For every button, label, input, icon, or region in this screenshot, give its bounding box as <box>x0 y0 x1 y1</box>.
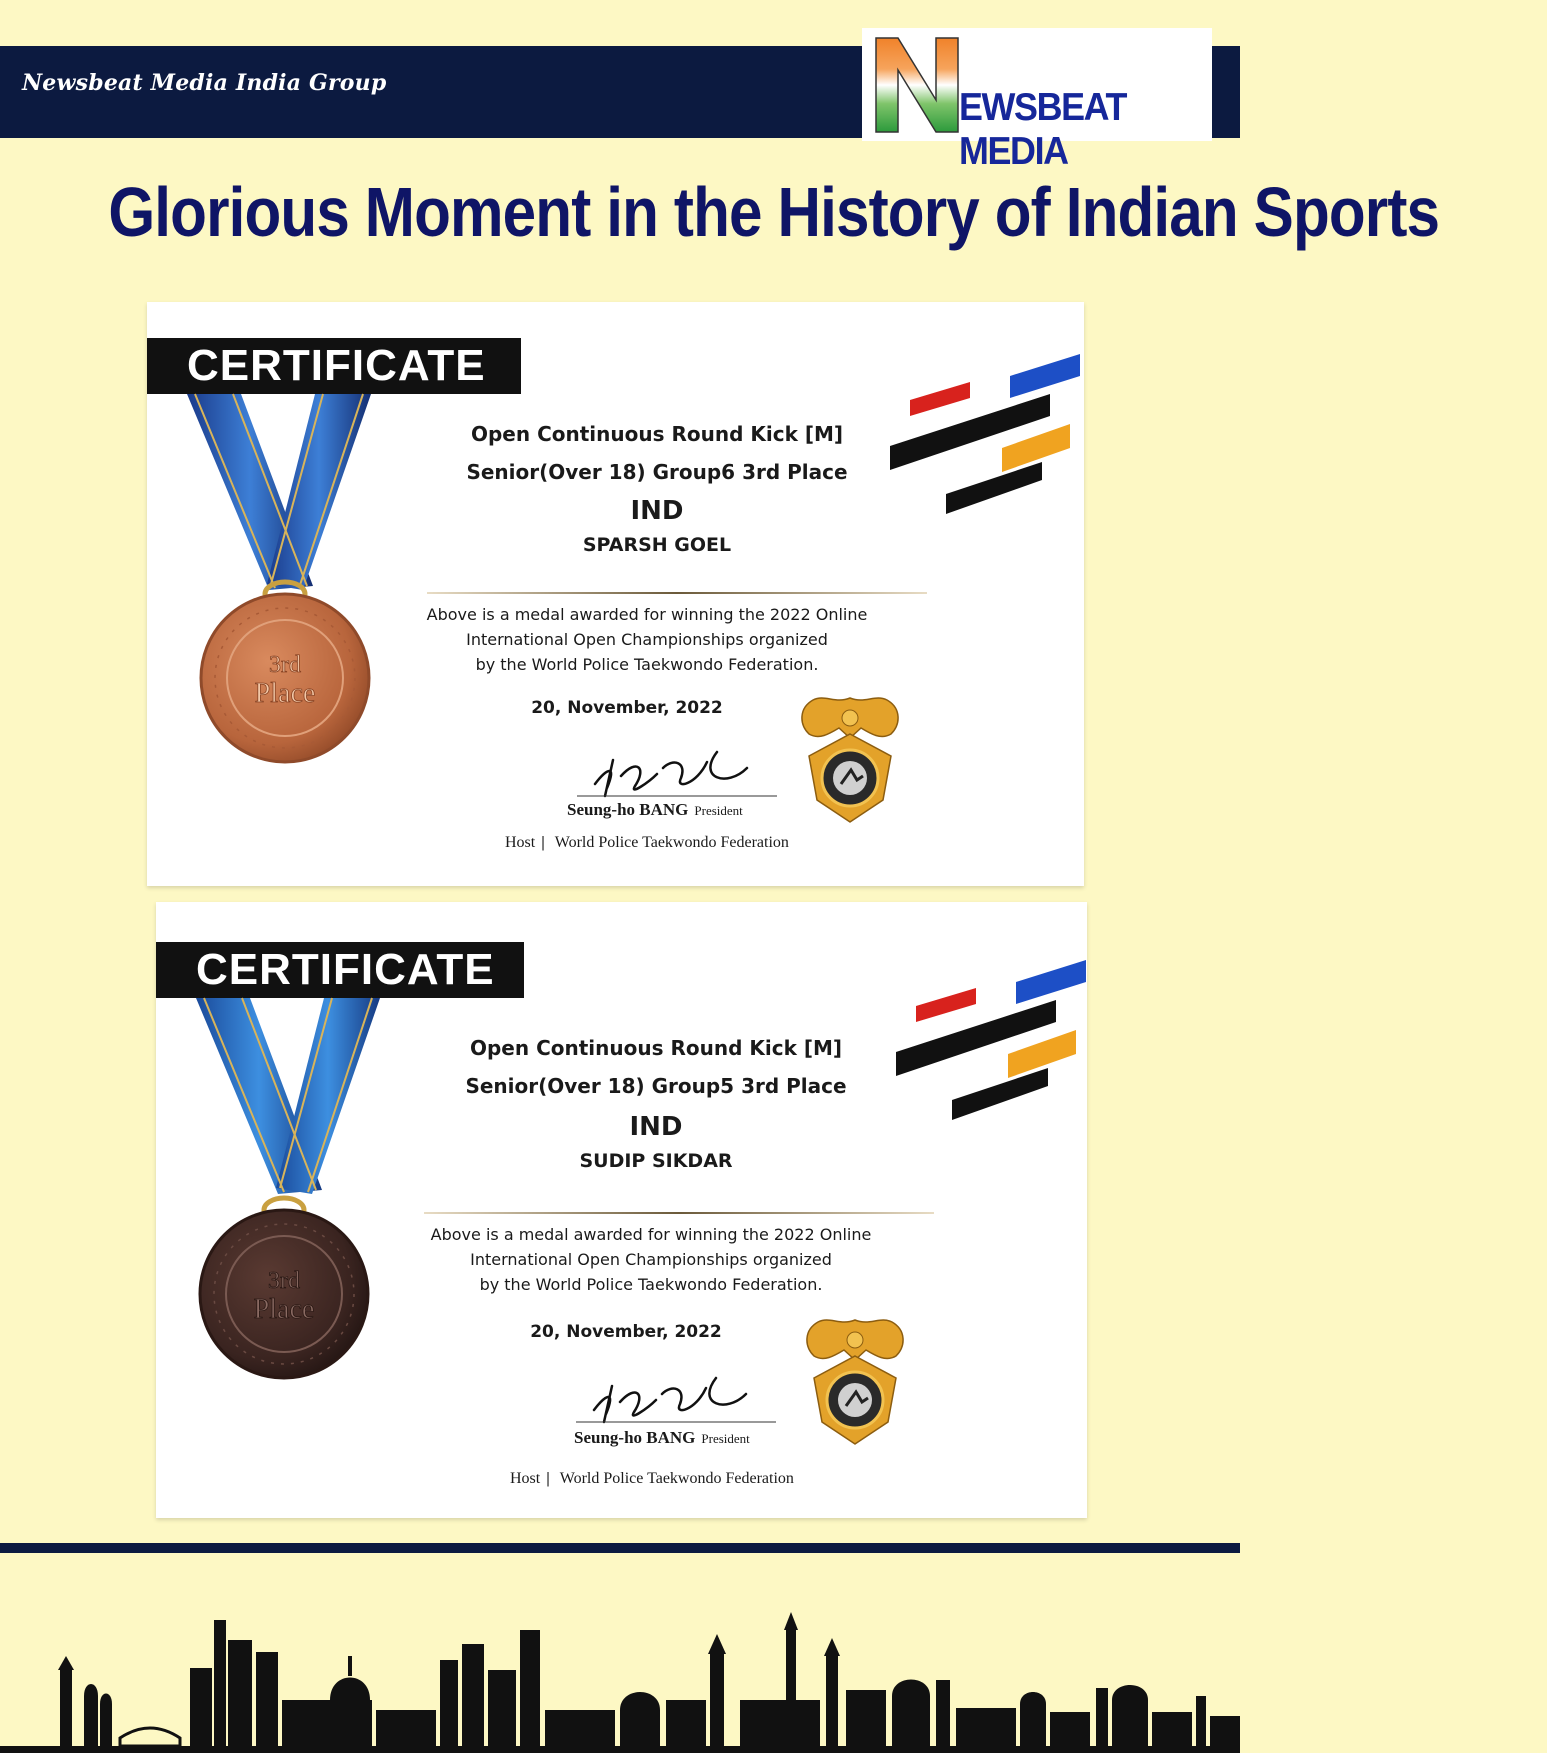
host-name: World Police Taekwondo Federation <box>554 834 789 851</box>
group-name: Newsbeat Media India Group <box>22 70 387 96</box>
host-name: World Police Taekwondo Federation <box>559 1470 794 1487</box>
certificate-banner: CERTIFICATE <box>147 338 521 394</box>
logo-text: EWSBEAT MEDIA <box>959 86 1127 173</box>
certificate-divider <box>427 592 927 594</box>
newsbeat-media-logo <box>862 28 1212 173</box>
desc-line2: International Open Championships organized <box>470 1250 832 1269</box>
certificate-description <box>401 1222 901 1297</box>
president-role: President <box>694 803 743 818</box>
event-line2: Senior(Over 18) Group6 3rd Place <box>466 460 848 484</box>
president-signature-label <box>574 1428 750 1448</box>
certificate-banner: CERTIFICATE <box>156 942 524 998</box>
wptf-emblem-icon <box>800 1316 910 1446</box>
medal-text-line1: 3rd <box>268 1268 300 1294</box>
country-code: IND <box>629 1112 683 1142</box>
desc-line3: by the World Police Taekwondo Federation. <box>479 1275 823 1294</box>
president-role: President <box>701 1431 750 1446</box>
award-date: 20, November, 2022 <box>531 698 723 718</box>
country-code: IND <box>630 496 684 526</box>
athlete-name: SUDIP SIKDAR <box>579 1150 733 1172</box>
decorative-stripes-icon <box>882 354 1082 514</box>
certificate-description <box>397 602 897 677</box>
decorative-stripes-icon <box>888 960 1088 1120</box>
event-line1: Open Continuous Round Kick [M] <box>469 1036 843 1060</box>
headline-text: Glorious Moment in the History of Indian Sports <box>108 173 1440 251</box>
signature-icon <box>576 1364 776 1426</box>
medal-ribbon-icon <box>185 394 375 604</box>
medal-ribbon-icon <box>194 998 384 1208</box>
athlete-name: SPARSH GOEL <box>582 534 732 556</box>
host-label: Host <box>505 834 536 851</box>
bronze-medal-icon <box>196 1196 371 1376</box>
medal-text-line1: 3rd <box>269 652 301 678</box>
desc-line1: Above is a medal awarded for winning the 2022 Online <box>426 605 868 624</box>
award-date: 20, November, 2022 <box>530 1322 722 1342</box>
desc-line1: Above is a medal awarded for winning the 2022 Online <box>430 1225 872 1244</box>
event-line1: Open Continuous Round Kick [M] <box>470 422 844 446</box>
event-line2: Senior(Over 18) Group5 3rd Place <box>465 1074 847 1098</box>
certificate-divider <box>424 1212 934 1214</box>
host-line <box>510 1470 794 1488</box>
n-tricolor-logo-icon <box>872 34 962 134</box>
bottom-divider <box>0 1543 1240 1553</box>
bronze-medal-icon <box>197 580 372 760</box>
host-line <box>505 834 789 852</box>
signature-icon <box>577 738 777 800</box>
wptf-emblem-icon <box>795 694 905 824</box>
medal-text-line2: Place <box>253 1294 315 1325</box>
certificate-2 <box>156 902 1087 1518</box>
host-separator: | <box>546 1470 550 1487</box>
medal-text-line2: Place <box>254 678 316 709</box>
president-name: Seung-ho BANG <box>567 800 689 819</box>
host-separator: | <box>541 834 545 851</box>
desc-line2: International Open Championships organized <box>466 630 828 649</box>
desc-line3: by the World Police Taekwondo Federation. <box>475 655 819 674</box>
city-skyline-icon <box>0 1600 1240 1753</box>
president-name: Seung-ho BANG <box>574 1428 696 1447</box>
president-signature-label <box>567 800 743 820</box>
headline <box>0 172 1440 252</box>
certificate-1 <box>147 302 1084 886</box>
host-label: Host <box>510 1470 541 1487</box>
